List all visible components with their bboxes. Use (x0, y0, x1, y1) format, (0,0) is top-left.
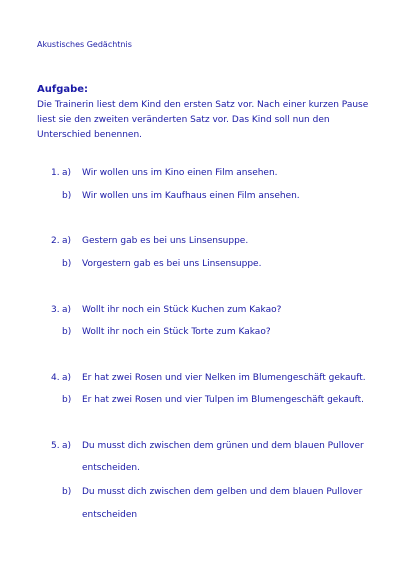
task-description (37, 98, 367, 143)
item-a-label: a) (62, 168, 72, 178)
page-header: Akustisches Gedächtnis (37, 40, 132, 49)
item-b-sentence: Wir wollen uns im Kaufhaus einen Film ansehen. (82, 191, 300, 201)
item-b-label: b) (62, 327, 72, 337)
item-a-label: a) (62, 236, 72, 246)
item-a-sentence: Wollt ihr noch ein Stück Kuchen zum Kakao? (82, 305, 282, 315)
item-b-sentence: Vorgestern gab es bei uns Linsensuppe. (82, 259, 262, 269)
item-a-sentence: Wir wollen uns im Kino einen Film ansehen. (82, 168, 278, 178)
task-line: liest sie den zweiten veränderten Satz vor. Das Kind soll nun den (37, 115, 330, 125)
item-b-sentence: Wollt ihr noch ein Stück Torte zum Kakao? (82, 327, 271, 337)
item-b-sentence: Du musst dich zwischen dem gelben und dem blauen Pullover (82, 487, 363, 497)
item-number: 2. (51, 236, 60, 246)
item-number: 3. (51, 305, 60, 315)
item-b-label: b) (62, 191, 72, 201)
item-number: 5. (51, 441, 60, 451)
item-b-sentence: Er hat zwei Rosen und vier Tulpen im Blumengeschäft gekauft. (82, 395, 364, 405)
item-a-sentence: Gestern gab es bei uns Linsensuppe. (82, 236, 249, 246)
item-b-label: b) (62, 259, 72, 269)
item-b-sentence-continued: entscheiden (82, 510, 138, 520)
item-a-label: a) (62, 441, 72, 451)
item-a-sentence: Du musst dich zwischen dem grünen und dem blauen Pullover (82, 441, 364, 451)
task-title: Aufgabe: (37, 84, 89, 95)
item-number: 4. (51, 373, 60, 383)
item-a-sentence-continued: entscheiden. (82, 463, 140, 473)
item-a-label: a) (62, 305, 72, 315)
task-line: Die Trainerin liest dem Kind den ersten Satz vor. Nach einer kurzen Pause (37, 100, 369, 110)
item-number: 1. (51, 168, 60, 178)
task-line: Unterschied benennen. (37, 130, 143, 140)
item-b-label: b) (62, 487, 72, 497)
item-a-label: a) (62, 373, 72, 383)
item-b-label: b) (62, 395, 72, 405)
item-a-sentence: Er hat zwei Rosen und vier Nelken im Blumengeschäft gekauft. (82, 373, 366, 383)
